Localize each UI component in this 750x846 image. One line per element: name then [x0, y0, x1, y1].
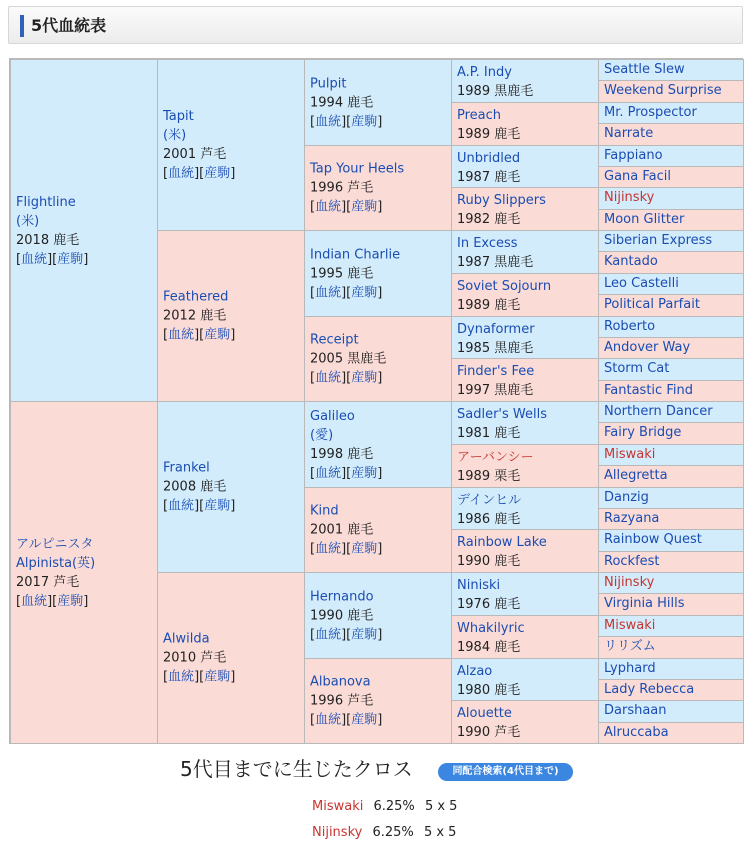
pedigree-cell-gen5: [598, 444, 744, 466]
horse-info: 2005 黒鹿毛: [310, 351, 387, 367]
horse-name-link[interactable]: Storm Cat: [604, 361, 670, 376]
horse-name-link[interactable]: Alouette: [457, 706, 512, 721]
horse-name-link[interactable]: Preach: [457, 108, 502, 123]
horse-name-link[interactable]: Unbridled: [457, 151, 521, 166]
horse-name-link[interactable]: Narrate: [604, 126, 654, 141]
horse-info: 2017 芦毛: [16, 574, 80, 590]
horse-info: 1997 黒鹿毛: [457, 383, 534, 398]
horse-info: 1995 鹿毛: [310, 266, 374, 281]
horse-name-link[interactable]: アルピニスタ: [16, 536, 94, 552]
horse-name-link[interactable]: Albanova: [310, 674, 371, 690]
pedigree-cell-gen4: [451, 529, 599, 573]
progeny-link[interactable]: 産駒: [351, 370, 378, 386]
horse-name-link[interactable]: Political Parfait: [604, 297, 700, 312]
pedigree-cell-gen4: [451, 487, 599, 530]
horse-origin-link[interactable]: (愛): [310, 427, 334, 443]
horse-name-link[interactable]: Sadler's Wells: [457, 407, 547, 422]
progeny-link[interactable]: 産駒: [351, 627, 378, 642]
progeny-link[interactable]: 産駒: [57, 593, 84, 609]
progeny-link[interactable]: 産駒: [204, 166, 231, 181]
pedigree-cell-gen4: [451, 59, 599, 103]
horse-name-link[interactable]: Receipt: [310, 332, 359, 348]
pedigree-cell-gen3: [304, 401, 452, 488]
horse-name-link[interactable]: Rainbow Quest: [604, 532, 702, 547]
pedigree-cell-gen5: [598, 294, 744, 317]
progeny-link[interactable]: 産駒: [351, 199, 378, 215]
horse-name-link[interactable]: Ruby Slippers: [457, 193, 546, 208]
lineage-links: [血統][産駒]: [310, 465, 383, 481]
horse-name-link[interactable]: Nijinsky: [604, 575, 655, 590]
horse-name-link[interactable]: Rockfest: [604, 554, 660, 569]
pedigree-cell-gen5: [598, 251, 744, 274]
horse-name-link[interactable]: Fairy Bridge: [604, 425, 682, 440]
horse-info: 1976 鹿毛: [457, 597, 521, 612]
lineage-link[interactable]: 血統: [315, 370, 342, 386]
horse-info: 1989 鹿毛: [457, 127, 521, 142]
pedigree-cell-gen2: [157, 572, 305, 744]
horse-info: 2012 鹿毛: [163, 308, 227, 324]
pedigree-cell-gen4: [451, 658, 599, 701]
pedigree-cell-gen5: [598, 316, 744, 338]
horse-name-link[interactable]: Andover Way: [604, 340, 691, 355]
pedigree-cell-gen4: [451, 145, 599, 188]
header-accent-bar: [20, 15, 24, 37]
pedigree-cell-gen5: [598, 422, 744, 445]
pedigree-cell-gen3: [304, 230, 452, 317]
lineage-link[interactable]: 血統: [315, 199, 342, 215]
horse-name-link[interactable]: Dynaformer: [457, 322, 535, 337]
cross-horse-link[interactable]: Miswaki: [312, 799, 364, 814]
horse-info: 1981 鹿毛: [457, 426, 521, 441]
progeny-link[interactable]: 産駒: [351, 541, 378, 557]
lineage-link[interactable]: 血統: [168, 327, 195, 343]
cross-percent: 6.25%: [372, 825, 414, 840]
cross-row: [312, 798, 457, 816]
lineage-link[interactable]: 血統: [168, 669, 195, 685]
lineage-link[interactable]: 血統: [315, 541, 342, 557]
pedigree-cell-gen4: [451, 187, 599, 231]
horse-name-link[interactable]: Hernando: [310, 589, 374, 604]
horse-name-link[interactable]: リリズム: [604, 639, 656, 654]
cross-row: [312, 824, 456, 842]
progeny-link[interactable]: 産駒: [204, 669, 231, 685]
lineage-links: [血統][産駒]: [310, 712, 383, 728]
horse-name-link[interactable]: Virginia Hills: [604, 596, 685, 611]
lineage-links: [血統][産駒]: [16, 251, 89, 267]
horse-name-link[interactable]: Fantastic Find: [604, 383, 693, 398]
horse-info: 1989 栗毛: [457, 469, 521, 484]
horse-origin-link[interactable]: (米): [163, 128, 187, 143]
horse-name-link[interactable]: Feathered: [163, 289, 229, 305]
lineage-link[interactable]: 血統: [21, 251, 48, 267]
pedigree-cell-gen5: [598, 209, 744, 231]
horse-name-link[interactable]: Moon Glitter: [604, 212, 685, 227]
same-mating-search-button[interactable]: 同配合検索(4代目まで): [438, 763, 573, 781]
lineage-links: [血統][産駒]: [310, 370, 383, 386]
lineage-links: [血統][産駒]: [310, 114, 383, 129]
horse-info: 1982 鹿毛: [457, 212, 521, 227]
pedigree-cell-gen5: [598, 380, 744, 402]
lineage-link[interactable]: 血統: [315, 285, 342, 300]
horse-name-link[interactable]: Mr. Prospector: [604, 105, 697, 120]
lineage-links: [血統][産駒]: [163, 498, 236, 514]
pedigree-cell-gen5: [598, 700, 744, 723]
page-title: 5代血統表: [31, 16, 107, 35]
horse-info: 2001 鹿毛: [310, 522, 374, 538]
horse-info: 1996 芦毛: [310, 180, 374, 196]
horse-name-link[interactable]: Finder's Fee: [457, 364, 535, 379]
pedigree-cell-gen5: [598, 273, 744, 295]
pedigree-cell-gen5: [598, 59, 744, 81]
progeny-link[interactable]: 産駒: [351, 465, 378, 481]
horse-name-link[interactable]: Soviet Sojourn: [457, 279, 552, 294]
horse-name-link[interactable]: Frankel: [163, 460, 210, 476]
horse-info: 1987 鹿毛: [457, 170, 521, 185]
lineage-links: [血統][産駒]: [163, 166, 236, 181]
horse-name-link[interactable]: Weekend Surprise: [604, 83, 722, 98]
horse-name-link[interactable]: Alruccaba: [604, 725, 669, 740]
horse-info: 1989 鹿毛: [457, 298, 521, 313]
cross-percent: 6.25%: [373, 799, 415, 814]
lineage-link[interactable]: 血統: [315, 627, 342, 642]
horse-name-link[interactable]: Indian Charlie: [310, 247, 401, 262]
lineage-links: [血統][産駒]: [310, 627, 383, 642]
horse-name-link[interactable]: Rainbow Lake: [457, 535, 547, 550]
progeny-link[interactable]: 産駒: [57, 251, 84, 267]
horse-info: 1990 鹿毛: [457, 554, 521, 569]
pedigree-cell-gen5: [598, 593, 744, 616]
pedigree-cell-gen4: [451, 230, 599, 274]
horse-name-link[interactable]: Seattle Slew: [604, 62, 685, 77]
pedigree-cell-gen5: [598, 679, 744, 701]
horse-info: 1987 黒鹿毛: [457, 255, 534, 270]
horse-name-link[interactable]: Miswaki: [604, 618, 656, 633]
lineage-link[interactable]: 血統: [315, 465, 342, 481]
cross-horse-link[interactable]: Nijinsky: [312, 825, 363, 840]
lineage-link[interactable]: 血統: [315, 712, 342, 728]
horse-info: 1996 芦毛: [310, 693, 374, 709]
pedigree-cell-gen3: [304, 658, 452, 744]
pedigree-cell-gen5: [598, 487, 744, 509]
horse-name-link[interactable]: Darshaan: [604, 703, 667, 718]
pedigree-cell-gen3: [304, 59, 452, 146]
horse-name-link[interactable]: Kind: [310, 503, 339, 519]
horse-origin-link[interactable]: (米): [16, 213, 40, 229]
lineage-links: [血統][産駒]: [310, 199, 383, 215]
horse-name-link[interactable]: In Excess: [457, 236, 518, 251]
pedigree-cell-gen5: [598, 636, 744, 659]
pedigree-table: [9, 58, 743, 744]
cross-generation: 5 x 5: [424, 799, 458, 814]
pedigree-cell-gen4: [451, 316, 599, 359]
pedigree-cell-gen4: [451, 358, 599, 402]
pedigree-cell-gen5: [598, 508, 744, 530]
horse-info: 2001 芦毛: [163, 147, 227, 162]
pedigree-cell-gen2: [157, 401, 305, 573]
pedigree-cell-gen5: [598, 166, 744, 188]
horse-info: 1985 黒鹿毛: [457, 341, 534, 356]
horse-name-link[interactable]: A.P. Indy: [457, 65, 512, 80]
horse-name-link[interactable]: Alwilda: [163, 631, 210, 647]
progeny-link[interactable]: 産駒: [351, 114, 378, 129]
pedigree-cell-gen5: [598, 187, 744, 210]
cross-title: 5代目までに生じたクロス: [180, 757, 413, 781]
pedigree-cell-gen5: [598, 123, 744, 146]
pedigree-cell-gen5: [598, 80, 744, 103]
pedigree-cell-gen4: [451, 444, 599, 488]
cross-generation: 5 x 5: [423, 825, 457, 840]
pedigree-cell-gen5: [598, 230, 744, 252]
pedigree-cell-gen3: [304, 316, 452, 402]
pedigree-cell-gen5: [598, 465, 744, 488]
horse-name-link[interactable]: Lady Rebecca: [604, 682, 695, 697]
horse-name-link[interactable]: Allegretta: [604, 468, 668, 483]
pedigree-cell-gen5: [598, 572, 744, 594]
horse-name-link[interactable]: Alzao: [457, 664, 493, 679]
pedigree-cell-gen3: [304, 145, 452, 231]
horse-name-link[interactable]: Gana Facil: [604, 169, 671, 184]
horse-name-link[interactable]: Pulpit: [310, 76, 347, 91]
pedigree-cell-gen5: [598, 102, 744, 124]
horse-name-link[interactable]: Flightline: [16, 194, 76, 210]
pedigree-cell-gen5: [598, 358, 744, 381]
horse-name-link[interactable]: Tapit: [163, 109, 194, 124]
horse-info: 1989 黒鹿毛: [457, 84, 534, 99]
lineage-link[interactable]: 血統: [21, 593, 48, 609]
pedigree-cell-gen5: [598, 401, 744, 423]
horse-name-link[interactable]: Siberian Express: [604, 233, 713, 248]
progeny-link[interactable]: 産駒: [351, 285, 378, 300]
horse-info: 1986 鹿毛: [457, 512, 521, 527]
horse-info: 1984 鹿毛: [457, 640, 521, 655]
horse-name-link[interactable]: Niniski: [457, 578, 501, 593]
horse-info: 1994 鹿毛: [310, 95, 374, 110]
lineage-links: [血統][産駒]: [310, 541, 383, 557]
lineage-links: [血統][産駒]: [310, 285, 383, 300]
horse-info: 1980 鹿毛: [457, 683, 521, 698]
lineage-link[interactable]: 血統: [315, 114, 342, 129]
pedigree-cell-gen5: [598, 529, 744, 552]
section-header: [8, 6, 743, 44]
lineage-link[interactable]: 血統: [168, 498, 195, 514]
pedigree-cell-gen3: [304, 572, 452, 659]
horse-name-link[interactable]: Whakilyric: [457, 621, 525, 636]
horse-name-link[interactable]: Alpinista(英): [16, 555, 96, 571]
lineage-link[interactable]: 血統: [168, 166, 195, 181]
horse-name-link[interactable]: デインヒル: [457, 493, 522, 508]
horse-info: 1998 鹿毛: [310, 446, 374, 462]
horse-name-link[interactable]: Northern Dancer: [604, 404, 713, 419]
pedigree-cell-gen5: [598, 722, 744, 744]
pedigree-cell-gen5: [598, 337, 744, 359]
horse-name-link[interactable]: Tap Your Heels: [310, 161, 405, 177]
progeny-link[interactable]: 産駒: [204, 327, 231, 343]
pedigree-cell-gen4: [451, 572, 599, 616]
horse-name-link[interactable]: Fappiano: [604, 148, 663, 163]
horse-name-link[interactable]: Leo Castelli: [604, 276, 679, 291]
progeny-link[interactable]: 産駒: [204, 498, 231, 514]
lineage-links: [血統][産駒]: [163, 669, 236, 685]
pedigree-cell-gen5: [598, 145, 744, 167]
pedigree-cell-gen4: [451, 102, 599, 146]
horse-info: 2018 鹿毛: [16, 232, 80, 248]
pedigree-cell-gen4: [451, 615, 599, 659]
horse-info: 2008 鹿毛: [163, 479, 227, 495]
pedigree-cell-gen2: [157, 59, 305, 231]
pedigree-cell-gen1: [10, 59, 158, 402]
horse-name-link[interactable]: Nijinsky: [604, 190, 655, 205]
pedigree-cell-gen5: [598, 551, 744, 573]
progeny-link[interactable]: 産駒: [351, 712, 378, 728]
lineage-links: [血統][産駒]: [163, 327, 236, 343]
horse-name-link[interactable]: Miswaki: [604, 447, 656, 462]
pedigree-cell-gen3: [304, 487, 452, 573]
pedigree-cell-gen4: [451, 273, 599, 317]
horse-name-link[interactable]: アーバンシー: [457, 450, 534, 465]
horse-name-link[interactable]: Galileo: [310, 408, 355, 424]
pedigree-cell-gen4: [451, 401, 599, 445]
pedigree-cell-gen4: [451, 700, 599, 744]
horse-name-link[interactable]: Roberto: [604, 319, 656, 334]
horse-name-link[interactable]: Kantado: [604, 254, 658, 269]
horse-name-link[interactable]: Razyana: [604, 511, 660, 526]
horse-info: 1990 鹿毛: [310, 608, 374, 623]
horse-name-link[interactable]: Danzig: [604, 490, 649, 505]
horse-info: 2010 芦毛: [163, 650, 227, 666]
horse-name-link[interactable]: Lyphard: [604, 661, 656, 676]
pedigree-cell-gen1: [10, 401, 158, 744]
lineage-links: [血統][産駒]: [16, 593, 89, 609]
pedigree-cell-gen5: [598, 615, 744, 637]
pedigree-cell-gen5: [598, 658, 744, 680]
pedigree-cell-gen2: [157, 230, 305, 402]
horse-info: 1990 芦毛: [457, 725, 521, 740]
